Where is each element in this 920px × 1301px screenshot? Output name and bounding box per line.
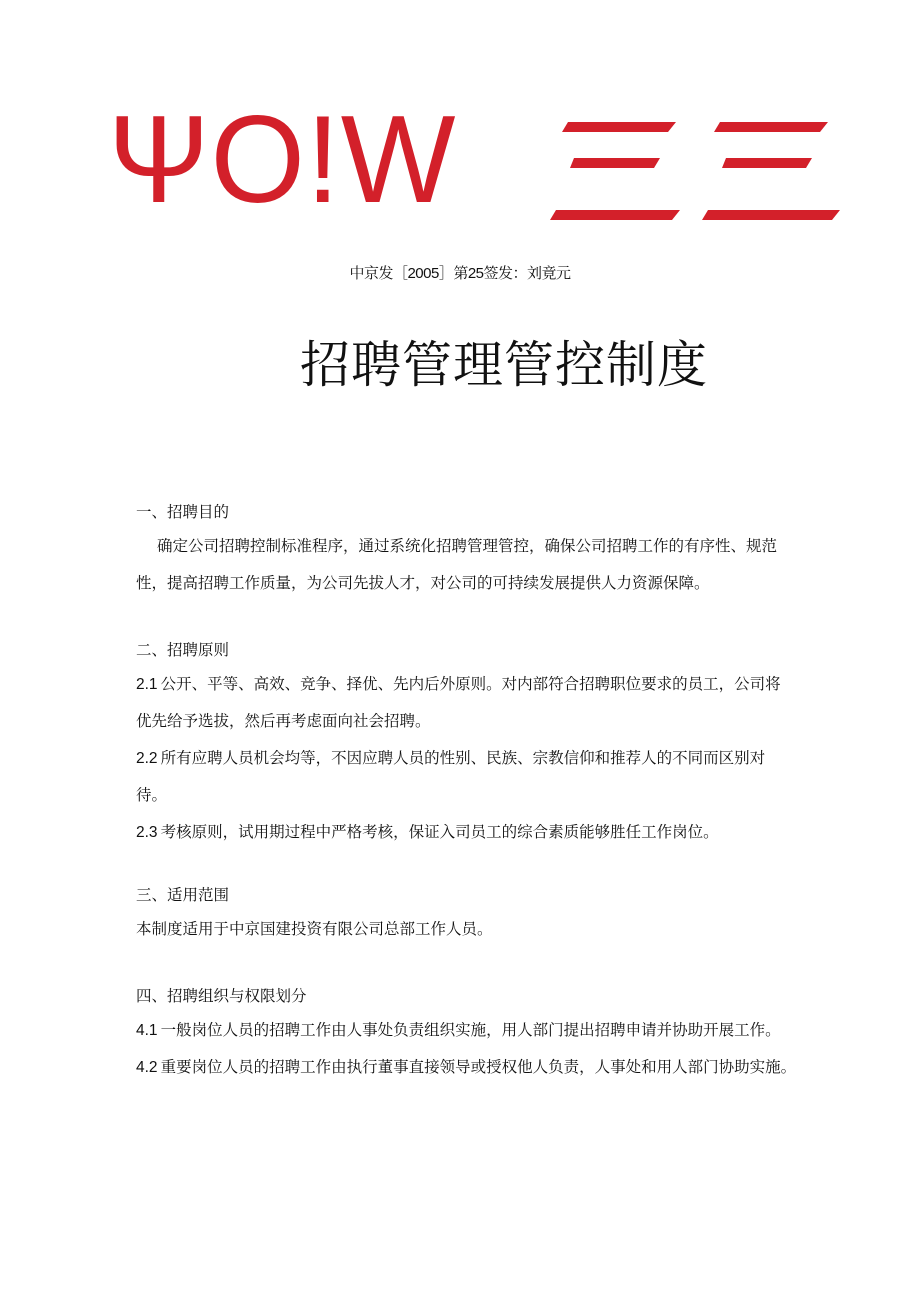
item-text: 公开、平等、高效、竞争、择优、先内后外原则。对内部符合招聘职位要求的员工，公司将 xyxy=(160,675,781,693)
paragraph-line: 确定公司招聘控制标准程序，通过系统化招聘管理管控，确保公司招聘工作的有序性、规范 xyxy=(157,537,778,555)
list-item xyxy=(136,740,860,777)
header-logo-bars xyxy=(550,114,840,224)
list-item xyxy=(136,814,860,851)
item-number: 4.2 xyxy=(136,1059,158,1076)
section-heading: 四、招聘组织与权限划分 xyxy=(136,987,307,1005)
section-heading: 一、招聘目的 xyxy=(136,503,230,521)
list-item xyxy=(136,1049,860,1086)
list-item xyxy=(136,1012,860,1049)
document-title: 招聘管理管控制度 xyxy=(300,336,708,394)
item-text: 重要岗位人员的招聘工作由执行董事直接领导或授权他人负责，人事处和用人部门协助实施。 xyxy=(160,1058,797,1076)
document-body xyxy=(136,496,860,1086)
document-header-logo xyxy=(108,91,838,229)
item-number: 2.3 xyxy=(136,824,158,841)
item-text: 一般岗位人员的招聘工作由人事处负责组织实施，用人部门提出招聘申请并协助开展工作。 xyxy=(160,1021,781,1039)
paragraph-line: 优先给予选拔，然后再考虑面向社会招聘。 xyxy=(136,712,431,730)
paragraph-line: 待。 xyxy=(136,786,168,804)
item-number: 2.1 xyxy=(136,676,158,693)
item-text: 所有应聘人员机会均等，不因应聘人员的性别、民族、宗教信仰和推荐人的不同而区别对 xyxy=(160,749,766,767)
list-item xyxy=(136,666,860,703)
header-logo-text: ΨO!W xyxy=(108,91,457,229)
paragraph-line: 性，提高招聘工作质量，为公司先拔人才，对公司的可持续发展提供人力资源保障。 xyxy=(136,574,710,592)
section-heading: 三、适用范围 xyxy=(136,886,230,904)
document-number: 中京发［2005］第25签发：刘竟元 xyxy=(349,265,571,282)
section-heading: 二、招聘原则 xyxy=(136,641,230,659)
item-number: 4.1 xyxy=(136,1022,158,1039)
paragraph-line: 本制度适用于中京国建投资有限公司总部工作人员。 xyxy=(136,920,493,938)
item-text: 考核原则，试用期过程中严格考核，保证入司员工的综合素质能够胜任工作岗位。 xyxy=(160,823,719,841)
item-number: 2.2 xyxy=(136,750,158,767)
